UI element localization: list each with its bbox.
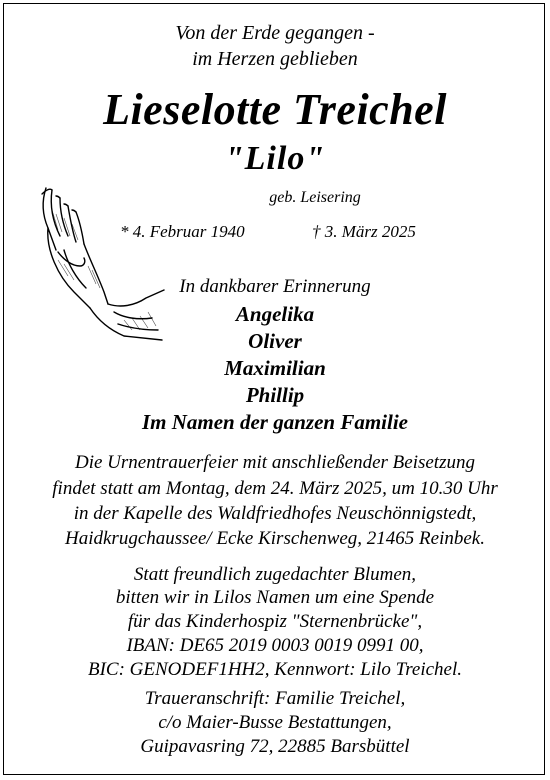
donation-line-3: für das Kinderhospiz "Sternenbrücke", bbox=[127, 611, 423, 632]
birth-date: * 4. Februar 1940 bbox=[120, 222, 245, 241]
service-line-4: Haidkrugchaussee/ Ecke Kirschenweg, 21465 Reinbek. bbox=[65, 528, 485, 549]
donation-iban: IBAN: DE65 2019 0003 0019 0991 00, bbox=[126, 635, 424, 656]
address-line-3: Guipavasring 72, 22885 Barsbüttel bbox=[140, 736, 410, 757]
donation-line-1: Statt freundlich zugedachter Blumen, bbox=[133, 564, 417, 585]
mourner-1: Angelika bbox=[235, 302, 315, 326]
service-line-2: findet statt am Montag, dem 24. März 2025, um 10.30 Uhr bbox=[52, 478, 498, 499]
intro-line-1: Von der Erde gegangen - bbox=[175, 22, 375, 44]
intro-line-2: im Herzen geblieben bbox=[192, 48, 358, 70]
deceased-nickname: "Lilo" bbox=[224, 140, 326, 177]
donation-bic: BIC: GENODEF1HH2, Kennwort: Lilo Treichel. bbox=[88, 659, 462, 680]
remembrance-heading: In dankbarer Erinnerung bbox=[179, 276, 371, 297]
deceased-name: Lieselotte Treichel bbox=[103, 85, 447, 134]
death-date: † 3. März 2025 bbox=[312, 222, 416, 241]
mourner-family: Im Namen der ganzen Familie bbox=[141, 410, 409, 434]
donation-line-2: bitten wir in Lilos Namen um eine Spende bbox=[115, 587, 435, 608]
mourner-4: Phillip bbox=[245, 383, 305, 407]
birth-name: geb. Leisering bbox=[269, 189, 361, 206]
service-line-3: in der Kapelle des Waldfriedhofes Neuschönnigstedt, bbox=[73, 503, 477, 524]
service-line-1: Die Urnentrauerfeier mit anschließender Beisetzung bbox=[75, 452, 475, 473]
address-line-1: Traueranschrift: Familie Treichel, bbox=[144, 688, 406, 709]
address-line-2: c/o Maier-Busse Bestattungen, bbox=[158, 712, 392, 733]
mourner-2: Oliver bbox=[248, 329, 302, 353]
mourner-3: Maximilian bbox=[224, 356, 326, 380]
